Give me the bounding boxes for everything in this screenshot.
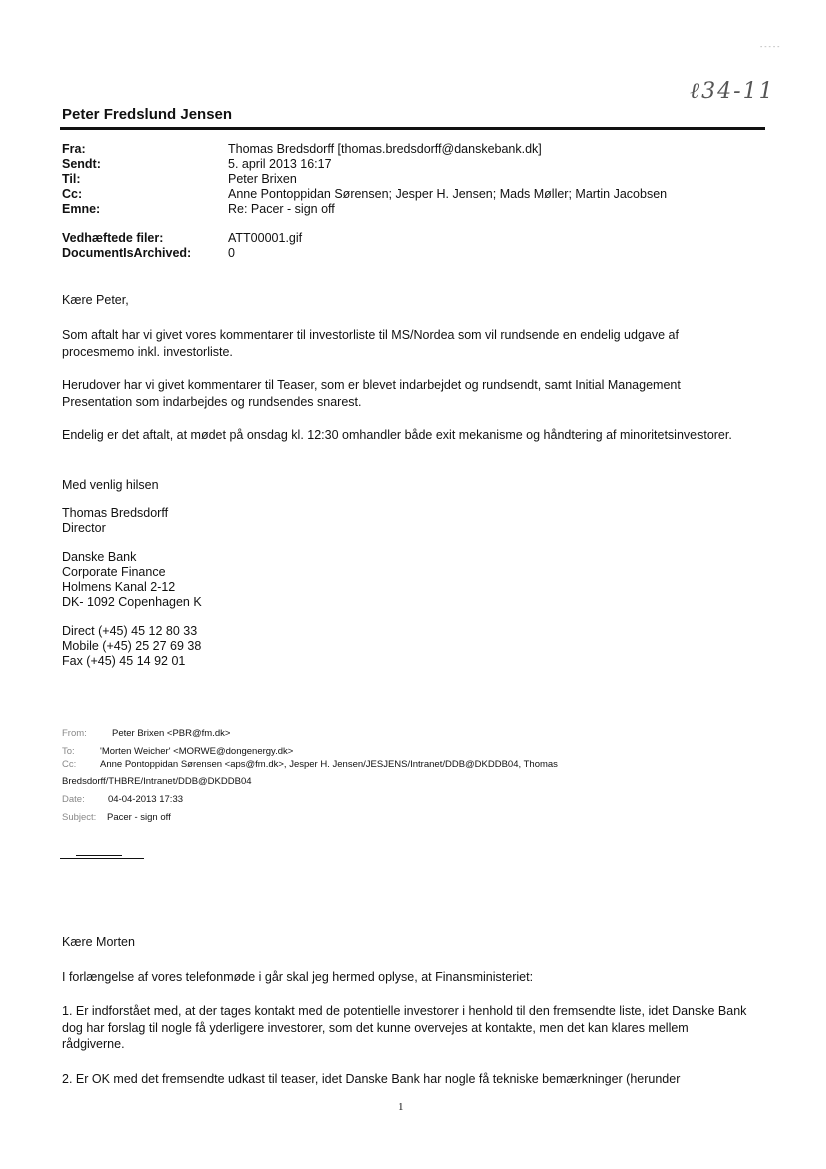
sig-fax: Fax (+45) 45 14 92 01 [62,654,186,668]
fwd-cc-continued: Bredsdorff/THBRE/Intranet/DDB@DKDDB04 [62,776,252,787]
separator-line [60,858,144,859]
fwd-from-value: Peter Brixen <PBR@fm.dk> [112,728,231,739]
paragraph-3: Endelig er det aftalt, at mødet på onsdag kl. 12:30 omhandler både exit mekanisme og håndtering af minoritetsinvestorer. [62,428,732,442]
sig-city: DK- 1092 Copenhagen K [62,595,202,609]
fwd-subject-value: Pacer - sign off [107,812,171,823]
orig-item-2: 2. Er OK med det fremsendte udkast til teaser, idet Danske Bank har nogle få tekniske bemærkninger (herunder [62,1072,681,1086]
signature-phones [62,624,742,669]
cc-label: Cc: [62,187,83,201]
signature [62,506,742,536]
orig-intro: I forlængelse af vores telefonmøde i går skal jeg hermed oplyse, at Finansministeriet: [62,970,534,984]
title-rule [60,127,765,130]
sig-direct: Direct (+45) 45 12 80 33 [62,624,198,638]
sig-title: Director [62,521,106,535]
greeting: Kære Peter, [62,293,129,307]
sig-company: Danske Bank [62,550,137,564]
subject-label: Emne: [62,202,101,216]
fwd-subject-label: Subject: [62,812,97,823]
fwd-cc-value: Anne Pontoppidan Sørensen <aps@fm.dk>, Jesper H. Jensen/JESJENS/Intranet/DDB@DKDDB04, Thomas [100,759,558,770]
page-number: 1 [398,1101,404,1113]
attachments-label: Vedhæftede filer: [62,231,164,245]
to-label: Til: [62,172,81,186]
sig-name: Thomas Bredsdorff [62,506,169,520]
corner-mark: - - - - - [760,44,780,51]
orig-item-1: 1. Er indforstået med, at der tages kontakt med de potentielle investorer i henhold til den fremsendte liste, idet Danske Bank dog har forslag til nogle få yderligere investorer, som det kunne overvejes at kontakte, men det kan klares mellem rådgiverne. [62,1004,747,1051]
attachments-value: ATT00001.gif [228,231,303,245]
forwarded-header [0,728,826,828]
cc-value: Anne Pontoppidan Sørensen; Jesper H. Jensen; Mads Møller; Martin Jacobsen [228,187,668,201]
subject-value: Re: Pacer - sign off [228,202,335,216]
fwd-date-value: 04-04-2013 17:33 [108,794,184,805]
fwd-date-label: Date: [62,794,85,805]
archived-label: DocumentIsArchived: [62,246,192,260]
paragraph-2: Herudover har vi givet kommentarer til Teaser, som er blevet indarbejdet og rundsendt, samt Initial Management Presentation som indarbejdes og rundsendes snarest. [62,378,681,409]
fwd-from-label: From: [62,728,87,739]
handwritten-mark: ℓ34-11 [690,79,775,104]
from-value: Thomas Bredsdorff [thomas.bredsdorff@danskebank.dk] [228,142,542,156]
orig-greeting: Kære Morten [62,935,135,949]
closing: Med venlig hilsen [62,478,159,492]
from-label: Fra: [62,142,86,156]
archived-value: 0 [228,246,235,260]
separator-line-short [76,855,122,856]
fwd-to-value: 'Morten Weicher' <MORWE@dongenergy.dk> [100,746,294,757]
fwd-cc-label: Cc: [62,759,77,770]
fwd-to-label: To: [62,746,75,757]
paragraph-1: Som aftalt har vi givet vores kommentarer til investorliste til MS/Nordea som vil rundsende en endelig udgave af procesmemo inkl. investorliste. [62,328,679,359]
sent-value: 5. april 2013 16:17 [228,157,332,171]
page-title: Peter Fredslund Jensen [62,106,233,123]
signature-address [62,550,742,610]
sig-dept: Corporate Finance [62,565,166,579]
sig-street: Holmens Kanal 2-12 [62,580,176,594]
sig-mobile: Mobile (+45) 25 27 69 38 [62,639,202,653]
sent-label: Sendt: [62,157,101,171]
email-header [0,142,826,267]
to-value: Peter Brixen [228,172,297,186]
